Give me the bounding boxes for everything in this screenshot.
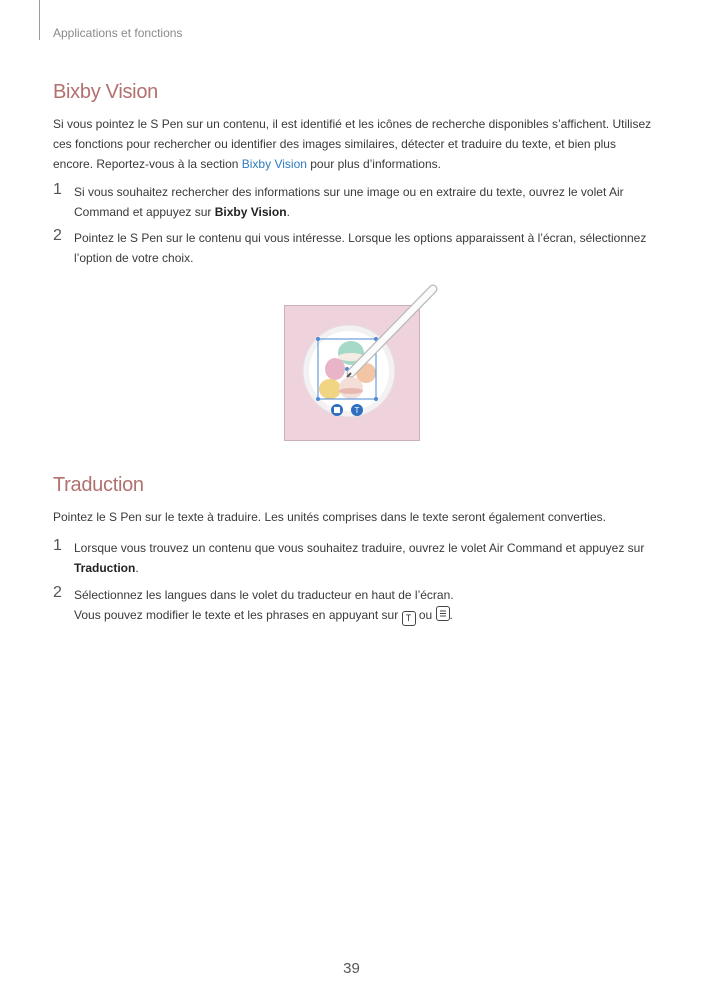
header-rule	[39, 0, 40, 40]
bixby-vision-illustration	[284, 305, 420, 441]
section-title-bixby-vision: Bixby Vision	[53, 81, 158, 103]
traduction-step-2	[53, 585, 653, 626]
traduction-step-1	[53, 538, 653, 578]
step-tail: .	[286, 205, 290, 219]
bixby-intro	[53, 114, 653, 174]
bixby-intro-text: Si vous pointez le S Pen sur un contenu, il est identifié et les icônes de recherche disponibles s’affichent. Utilisez ces fonctions pour rechercher ou identifier des images similaires, détecter et traduire du texte, et bien plus encore. Reportez-vous à la section	[53, 117, 652, 171]
text-mode-icon: T	[402, 611, 416, 626]
bixby-step-2	[53, 228, 653, 268]
step-text-line2	[74, 605, 653, 626]
paragraph-mode-icon	[436, 606, 450, 621]
step-text-middle: ou	[415, 608, 436, 622]
step-number: 2	[53, 227, 62, 244]
running-header: Applications et fonctions	[53, 26, 183, 40]
step-text: Lorsque vous trouvez un contenu que vous souhaitez traduire, ouvrez le volet Air Command et appuyez sur	[74, 541, 645, 555]
page-number: 39	[343, 960, 360, 977]
step-text: Sélectionnez les langues dans le volet du traducteur en haut de l’écran.	[74, 588, 454, 602]
step-strong: Traduction	[74, 561, 136, 575]
bixby-step-1	[53, 182, 653, 222]
step-text: Si vous souhaitez rechercher des informations sur une image ou en extraire du texte, ouvrez le volet Air Command et appuyez sur	[74, 185, 624, 219]
step-number: 2	[53, 584, 62, 601]
step-tail: .	[449, 608, 453, 622]
step-number: 1	[53, 537, 62, 554]
step-tail: .	[135, 561, 139, 575]
bixby-intro-tail: pour plus d’informations.	[306, 157, 441, 171]
step-number: 1	[53, 181, 62, 198]
svg-text:T: T	[354, 406, 360, 415]
step-strong: Bixby Vision	[214, 205, 287, 219]
step-text-before-icons: Vous pouvez modifier le texte et les phrases en appuyant sur	[74, 608, 402, 622]
traduction-intro: Pointez le S Pen sur le texte à traduire. Les unités comprises dans le texte seront également converties.	[53, 510, 606, 524]
macarons-plate-with-s-pen-icon	[285, 281, 445, 451]
bixby-vision-link[interactable]: Bixby Vision	[241, 157, 307, 171]
section-title-traduction: Traduction	[53, 474, 144, 496]
step-text: Pointez le S Pen sur le contenu qui vous intéresse. Lorsque les options apparaissent à l’écran, sélectionnez l’option de votre choix.	[74, 231, 647, 265]
